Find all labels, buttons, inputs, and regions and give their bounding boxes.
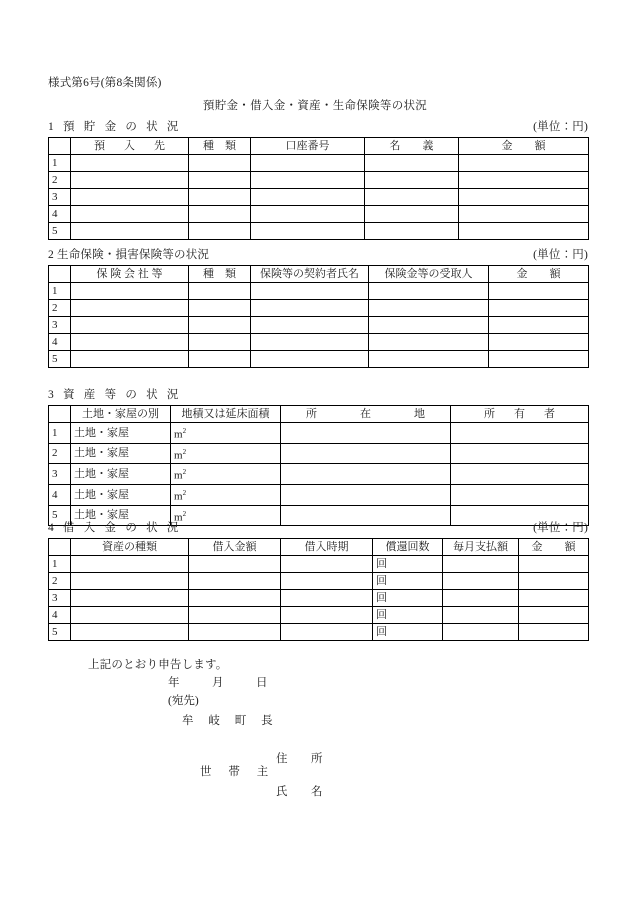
loans-cell-amount[interactable] (519, 573, 589, 590)
loans-cell-loan-period[interactable] (281, 573, 373, 590)
assets-area-value: m (174, 511, 183, 524)
loans-cell-asset-type[interactable] (71, 624, 189, 641)
insurance-cell-type[interactable] (189, 351, 251, 368)
loans-cell-amount[interactable] (519, 607, 589, 624)
row-number: 1 (49, 155, 71, 172)
insurance-col-contractor: 保険等の契約者氏名 (251, 266, 369, 283)
assets-cell-owner[interactable] (451, 464, 589, 485)
assets-cell-area[interactable] (171, 423, 281, 444)
assets-cell-kind[interactable]: 土地・家屋 (71, 423, 171, 444)
deposits-cell-holder[interactable] (365, 189, 459, 206)
insurance-cell-company[interactable] (71, 300, 189, 317)
assets-cell-location[interactable] (281, 423, 451, 444)
insurance-cell-contractor[interactable] (251, 334, 369, 351)
assets-area-value: m (174, 469, 183, 482)
row-number: 5 (49, 351, 71, 368)
assets-area-exponent: 2 (182, 468, 187, 477)
loans-cell-loan-amount[interactable] (189, 590, 281, 607)
deposits-cell-amount[interactable] (459, 155, 589, 172)
loans-col-monthly-payment: 毎月支払額 (443, 539, 519, 556)
insurance-cell-amount[interactable] (489, 351, 589, 368)
insurance-cell-contractor[interactable] (251, 283, 369, 300)
deposits-cell-account-number[interactable] (251, 155, 365, 172)
loans-cell-loan-period[interactable] (281, 624, 373, 641)
date-year-label: 年 (168, 677, 180, 689)
insurance-cell-beneficiary[interactable] (369, 300, 489, 317)
assets-col-rownum (49, 406, 71, 423)
name-label: 氏 名 (276, 786, 329, 798)
loans-cell-repayment-count[interactable]: 回 (373, 624, 443, 641)
assets-cell-owner[interactable] (451, 423, 589, 444)
section-loans-unit: (単位：円) (533, 522, 588, 534)
deposits-cell-type[interactable] (189, 172, 251, 189)
loans-cell-monthly-payment[interactable] (443, 607, 519, 624)
loans-cell-loan-amount[interactable] (189, 556, 281, 573)
deposits-cell-account-number[interactable] (251, 172, 365, 189)
insurance-cell-beneficiary[interactable] (369, 317, 489, 334)
table-row (49, 300, 589, 317)
insurance-cell-contractor[interactable] (251, 317, 369, 334)
insurance-cell-type[interactable] (189, 300, 251, 317)
deposits-table (48, 137, 589, 240)
assets-cell-kind[interactable]: 土地・家屋 (71, 464, 171, 485)
loans-col-rownum (49, 539, 71, 556)
section-insurance (48, 246, 588, 368)
row-number: 2 (49, 300, 71, 317)
assets-table (48, 405, 589, 526)
row-number: 2 (49, 573, 71, 590)
insurance-cell-amount[interactable] (489, 283, 589, 300)
row-number: 3 (49, 317, 71, 334)
deposits-cell-account-number[interactable] (251, 223, 365, 240)
assets-cell-owner[interactable] (451, 484, 589, 505)
assets-cell-kind[interactable]: 土地・家屋 (71, 484, 171, 505)
loans-cell-asset-type[interactable] (71, 573, 189, 590)
deposits-cell-account-number[interactable] (251, 206, 365, 223)
table-row (49, 172, 589, 189)
insurance-cell-beneficiary[interactable] (369, 334, 489, 351)
loans-header-row (49, 539, 589, 556)
assets-area-value: m (174, 490, 183, 503)
loans-cell-asset-type[interactable] (71, 607, 189, 624)
insurance-col-company: 保 険 会 社 等 (71, 266, 189, 283)
section-loans-header (48, 519, 588, 536)
assets-cell-owner[interactable] (451, 443, 589, 464)
assets-area-exponent: 2 (182, 488, 187, 497)
householder-label: 世 帯 主 (200, 766, 276, 778)
assets-col-location: 所 在 地 (281, 406, 451, 423)
deposits-cell-amount[interactable] (459, 206, 589, 223)
date-day-label: 日 (256, 677, 268, 689)
loans-cell-loan-amount[interactable] (189, 607, 281, 624)
assets-header-row (49, 406, 589, 423)
insurance-cell-type[interactable] (189, 334, 251, 351)
table-row (49, 573, 589, 590)
row-number: 1 (49, 556, 71, 573)
deposits-cell-institution[interactable] (71, 206, 189, 223)
row-number: 4 (49, 206, 71, 223)
deposits-cell-holder[interactable] (365, 155, 459, 172)
table-row (49, 464, 589, 485)
insurance-cell-beneficiary[interactable] (369, 283, 489, 300)
table-row (49, 443, 589, 464)
loans-cell-loan-amount[interactable] (189, 573, 281, 590)
insurance-cell-contractor[interactable] (251, 300, 369, 317)
assets-cell-location[interactable] (281, 484, 451, 505)
address-label: 住 所 (276, 753, 329, 765)
loans-cell-amount[interactable] (519, 624, 589, 641)
loans-table (48, 538, 589, 641)
row-number: 1 (49, 283, 71, 300)
insurance-cell-contractor[interactable] (251, 351, 369, 368)
insurance-col-type: 種 類 (189, 266, 251, 283)
table-row (49, 206, 589, 223)
row-number: 3 (49, 189, 71, 206)
section-assets-header (48, 386, 588, 403)
section-assets-label: 3 資 産 等 の 状 況 (48, 389, 182, 401)
insurance-header-row (49, 266, 589, 283)
deposits-cell-type[interactable] (189, 223, 251, 240)
date-month-label: 月 (212, 677, 224, 689)
row-number: 5 (49, 223, 71, 240)
section-insurance-unit: (単位：円) (533, 249, 588, 261)
deposits-col-institution: 預 入 先 (71, 138, 189, 155)
loans-cell-repayment-count[interactable]: 回 (373, 590, 443, 607)
deposits-cell-amount[interactable] (459, 223, 589, 240)
assets-area-value: m (174, 449, 183, 462)
table-row (49, 484, 589, 505)
row-number: 4 (49, 334, 71, 351)
deposits-col-type: 種 類 (189, 138, 251, 155)
loans-cell-repayment-count[interactable]: 回 (373, 607, 443, 624)
assets-area-exponent: 2 (182, 447, 187, 456)
section-insurance-label: 2 生命保険・損害保険等の状況 (48, 249, 210, 261)
assets-cell-kind[interactable]: 土地・家屋 (71, 443, 171, 464)
insurance-cell-amount[interactable] (489, 334, 589, 351)
loans-col-repayment-count: 償還回数 (373, 539, 443, 556)
loans-cell-loan-period[interactable] (281, 607, 373, 624)
deposits-cell-institution[interactable] (71, 189, 189, 206)
form-code: 様式第6号(第8条関係) (48, 77, 162, 89)
insurance-col-beneficiary: 保険金等の受取人 (369, 266, 489, 283)
row-number: 2 (49, 443, 71, 464)
row-number: 5 (49, 505, 71, 526)
loans-cell-repayment-count[interactable]: 回 (373, 573, 443, 590)
deposits-cell-holder[interactable] (365, 172, 459, 189)
deposits-col-account-number: 口座番号 (251, 138, 365, 155)
deposits-cell-account-number[interactable] (251, 189, 365, 206)
assets-cell-location[interactable] (281, 443, 451, 464)
section-deposits (48, 118, 588, 240)
table-row (49, 351, 589, 368)
assets-cell-kind[interactable]: 土地・家屋 (71, 505, 171, 526)
assets-area-exponent: 2 (182, 509, 187, 518)
document-title: 預貯金・借入金・資産・生命保険等の状況 (202, 100, 428, 112)
table-row (49, 423, 589, 444)
insurance-cell-company[interactable] (71, 351, 189, 368)
deposits-cell-institution[interactable] (71, 155, 189, 172)
deposits-header-row (49, 138, 589, 155)
declaration-text: 上記のとおり申告します。 (88, 659, 228, 671)
insurance-col-amount: 金 額 (489, 266, 589, 283)
loans-cell-amount[interactable] (519, 590, 589, 607)
deposits-cell-type[interactable] (189, 189, 251, 206)
addressee-label: (宛先) (168, 695, 199, 707)
section-insurance-header (48, 246, 588, 263)
insurance-cell-type[interactable] (189, 283, 251, 300)
row-number: 4 (49, 607, 71, 624)
loans-cell-loan-period[interactable] (281, 556, 373, 573)
row-number: 5 (49, 624, 71, 641)
loans-cell-loan-amount[interactable] (189, 624, 281, 641)
assets-cell-area[interactable] (171, 464, 281, 485)
table-row (49, 189, 589, 206)
deposits-cell-institution[interactable] (71, 223, 189, 240)
loans-col-loan-amount: 借入金額 (189, 539, 281, 556)
assets-area-value: m (174, 428, 183, 441)
loans-cell-monthly-payment[interactable] (443, 573, 519, 590)
assets-col-kind: 土地・家屋の別 (71, 406, 171, 423)
table-row (49, 283, 589, 300)
loans-cell-asset-type[interactable] (71, 556, 189, 573)
insurance-table (48, 265, 589, 368)
insurance-cell-amount[interactable] (489, 317, 589, 334)
table-row (49, 556, 589, 573)
section-deposits-unit: (単位：円) (533, 121, 588, 133)
row-number: 1 (49, 423, 71, 444)
section-assets (48, 386, 588, 526)
table-row (49, 624, 589, 641)
assets-area-exponent: 2 (182, 427, 187, 435)
assets-cell-location[interactable] (281, 464, 451, 485)
deposits-cell-amount[interactable] (459, 172, 589, 189)
table-row (49, 590, 589, 607)
section-loans-label: 4 借 入 金 の 状 況 (48, 522, 182, 534)
table-row (49, 155, 589, 172)
section-loans (48, 519, 588, 641)
table-row (49, 334, 589, 351)
deposits-cell-institution[interactable] (71, 172, 189, 189)
deposits-cell-type[interactable] (189, 155, 251, 172)
insurance-cell-company[interactable] (71, 317, 189, 334)
insurance-cell-amount[interactable] (489, 300, 589, 317)
date-line (168, 674, 268, 690)
loans-col-asset-type: 資産の種類 (71, 539, 189, 556)
deposits-cell-amount[interactable] (459, 189, 589, 206)
loans-cell-amount[interactable] (519, 556, 589, 573)
row-number: 2 (49, 172, 71, 189)
addressee-name: 牟 岐 町 長 (182, 715, 279, 727)
insurance-cell-type[interactable] (189, 317, 251, 334)
row-number: 3 (49, 464, 71, 485)
row-number: 3 (49, 590, 71, 607)
deposits-col-holder: 名 義 (365, 138, 459, 155)
deposits-col-rownum (49, 138, 71, 155)
table-row (49, 607, 589, 624)
insurance-cell-company[interactable] (71, 283, 189, 300)
deposits-cell-holder[interactable] (365, 223, 459, 240)
loans-cell-monthly-payment[interactable] (443, 556, 519, 573)
insurance-col-rownum (49, 266, 71, 283)
assets-cell-area[interactable] (171, 484, 281, 505)
deposits-cell-type[interactable] (189, 206, 251, 223)
loans-col-amount: 金 額 (519, 539, 589, 556)
section-deposits-header (48, 118, 588, 135)
deposits-cell-holder[interactable] (365, 206, 459, 223)
assets-cell-area[interactable] (171, 443, 281, 464)
loans-cell-asset-type[interactable] (71, 590, 189, 607)
loans-cell-repayment-count[interactable]: 回 (373, 556, 443, 573)
deposits-col-amount: 金 額 (459, 138, 589, 155)
loans-cell-loan-period[interactable] (281, 590, 373, 607)
assets-col-area: 地積又は延床面積 (171, 406, 281, 423)
assets-col-owner: 所 有 者 (451, 406, 589, 423)
table-row (49, 223, 589, 240)
loans-cell-monthly-payment[interactable] (443, 624, 519, 641)
table-row (49, 317, 589, 334)
insurance-cell-company[interactable] (71, 334, 189, 351)
insurance-cell-beneficiary[interactable] (369, 351, 489, 368)
section-deposits-label: 1 預 貯 金 の 状 況 (48, 121, 182, 133)
loans-cell-monthly-payment[interactable] (443, 590, 519, 607)
loans-col-loan-period: 借入時期 (281, 539, 373, 556)
row-number: 4 (49, 484, 71, 505)
